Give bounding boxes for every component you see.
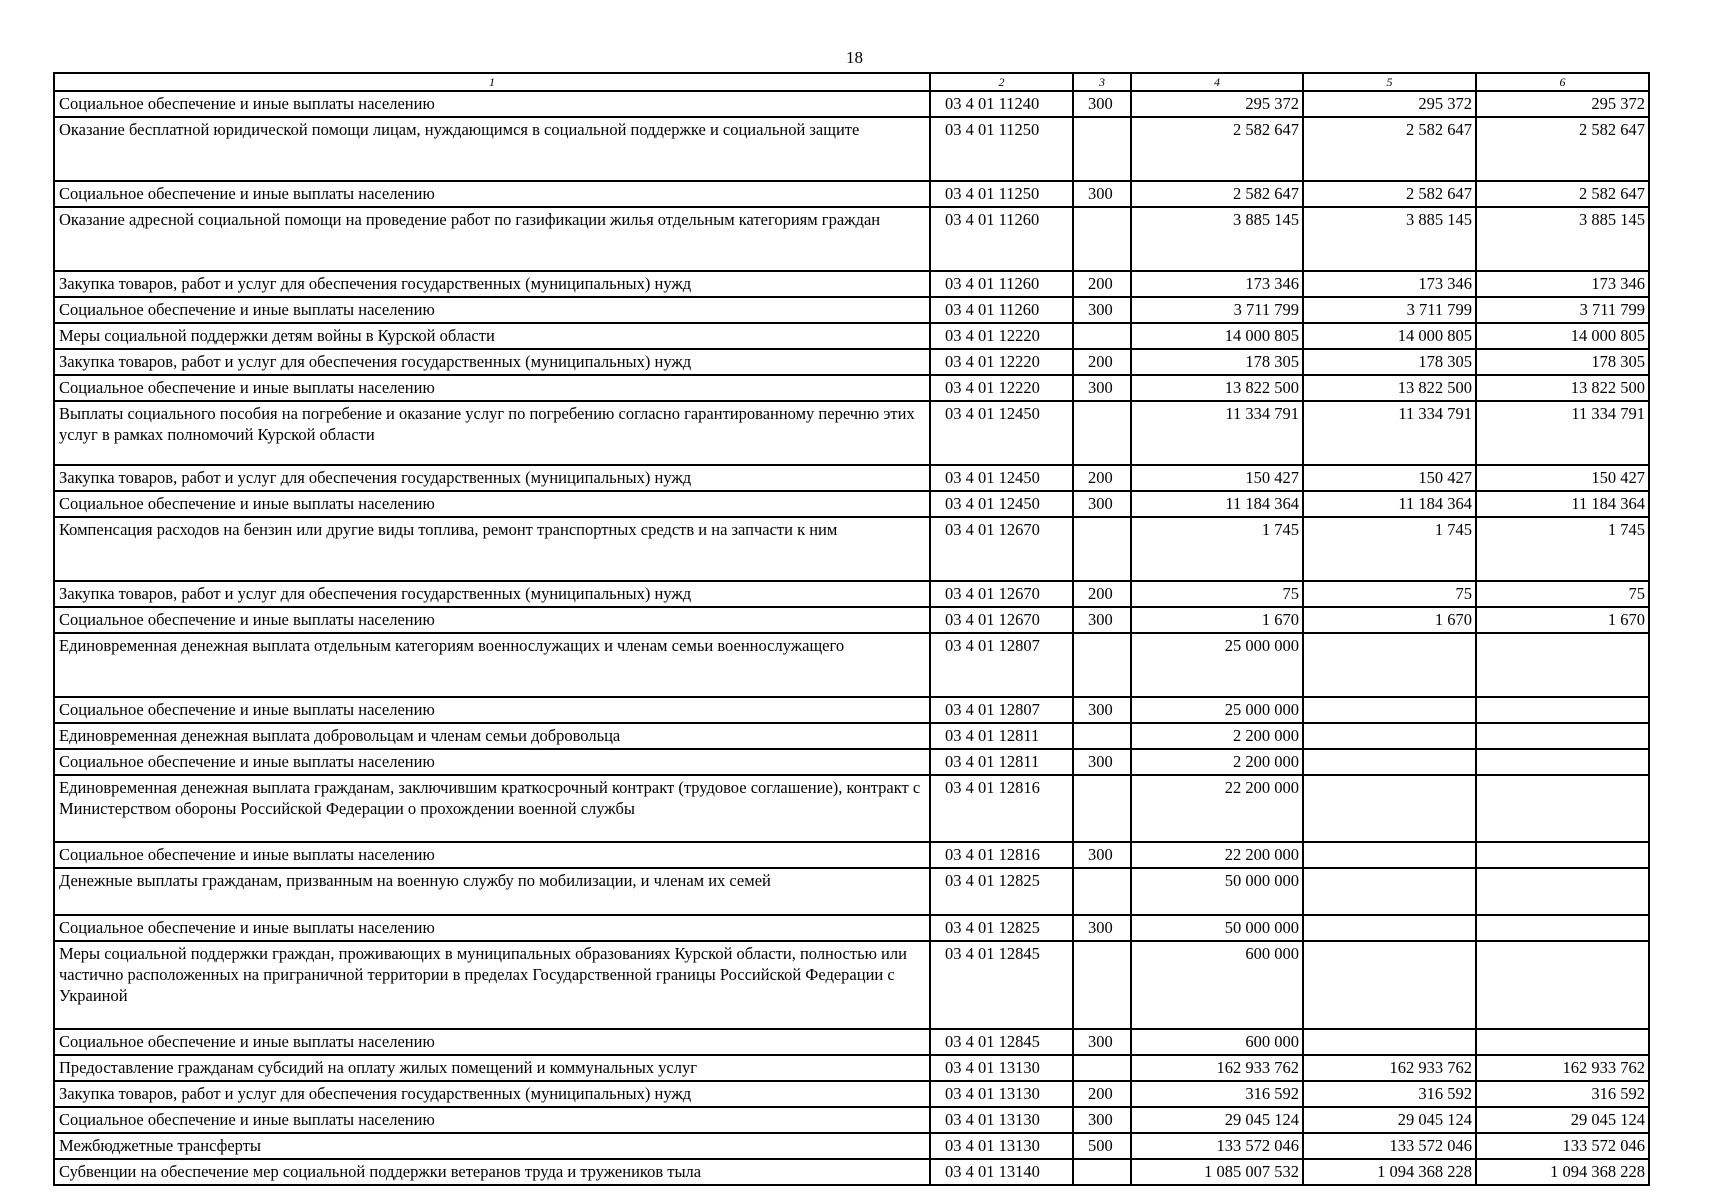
row-amount-col4-cell: 600 000 [1131,941,1303,1029]
row-code-cell: 03 4 01 13130 [930,1133,1073,1159]
table-row [54,749,1649,775]
row-amount-col4-cell: 2 582 647 [1131,181,1303,207]
row-name-cell: Компенсация расходов на бензин или другие виды топлива, ремонт транспортных средств и на запчасти к ним [54,517,930,581]
row-amount-col5-cell: 173 346 [1303,271,1476,297]
row-amount-col5-cell: 3 711 799 [1303,297,1476,323]
row-amount-col4-cell: 295 372 [1131,91,1303,117]
row-amount-col6-cell [1476,697,1649,723]
table-row [54,271,1649,297]
row-name-cell: Закупка товаров, работ и услуг для обеспечения государственных (муниципальных) нужд [54,271,930,297]
row-code-cell: 03 4 01 13140 [930,1159,1073,1185]
row-amount-col6-cell: 13 822 500 [1476,375,1649,401]
row-code-cell: 03 4 01 12450 [930,401,1073,465]
row-amount-col5-cell [1303,633,1476,697]
table-row [54,1159,1649,1185]
table-row [54,465,1649,491]
row-code-cell: 03 4 01 12450 [930,491,1073,517]
row-amount-col4-cell: 50 000 000 [1131,868,1303,915]
table-row [54,181,1649,207]
table-row [54,207,1649,271]
row-amount-col5-cell [1303,868,1476,915]
row-code-cell: 03 4 01 11260 [930,207,1073,271]
row-name-cell: Закупка товаров, работ и услуг для обеспечения государственных (муниципальных) нужд [54,1081,930,1107]
row-amount-col6-cell: 133 572 046 [1476,1133,1649,1159]
row-expense-type-cell: 200 [1073,349,1131,375]
row-amount-col5-cell: 1 094 368 228 [1303,1159,1476,1185]
row-amount-col5-cell: 2 582 647 [1303,181,1476,207]
row-code-cell: 03 4 01 12807 [930,697,1073,723]
row-expense-type-cell: 200 [1073,465,1131,491]
row-expense-type-cell: 300 [1073,607,1131,633]
row-name-cell: Социальное обеспечение и иные выплаты населению [54,297,930,323]
column-header-3: 3 [1073,73,1131,91]
row-name-cell: Меры социальной поддержки граждан, проживающих в муниципальных образованиях Курской области, полностью или частично расположенных на приграничной территории в пределах Государственной границы Российской Федерации с Украиной [54,941,930,1029]
row-code-cell: 03 4 01 12670 [930,607,1073,633]
row-code-cell: 03 4 01 12220 [930,349,1073,375]
row-amount-col6-cell: 1 670 [1476,607,1649,633]
row-name-cell: Социальное обеспечение и иные выплаты населению [54,181,930,207]
row-expense-type-cell [1073,868,1131,915]
row-amount-col6-cell: 75 [1476,581,1649,607]
row-code-cell: 03 4 01 11240 [930,91,1073,117]
table-row [54,1029,1649,1055]
row-amount-col5-cell: 150 427 [1303,465,1476,491]
row-code-cell: 03 4 01 12450 [930,465,1073,491]
row-expense-type-cell [1073,723,1131,749]
row-amount-col6-cell: 2 582 647 [1476,117,1649,181]
row-name-cell: Меры социальной поддержки детям войны в Курской области [54,323,930,349]
row-expense-type-cell [1073,775,1131,842]
table-row [54,117,1649,181]
page-number: 18 [846,48,863,67]
row-amount-col4-cell: 173 346 [1131,271,1303,297]
row-amount-col5-cell: 162 933 762 [1303,1055,1476,1081]
row-code-cell: 03 4 01 12220 [930,375,1073,401]
row-expense-type-cell [1073,207,1131,271]
row-amount-col5-cell [1303,941,1476,1029]
row-amount-col4-cell: 25 000 000 [1131,633,1303,697]
row-code-cell: 03 4 01 12811 [930,723,1073,749]
row-amount-col6-cell: 1 094 368 228 [1476,1159,1649,1185]
row-amount-col6-cell: 2 582 647 [1476,181,1649,207]
budget-table-container [53,72,1648,1186]
row-amount-col5-cell [1303,1029,1476,1055]
row-amount-col6-cell: 3 885 145 [1476,207,1649,271]
budget-table [53,72,1650,1186]
row-name-cell: Социальное обеспечение и иные выплаты населению [54,749,930,775]
row-name-cell: Единовременная денежная выплата добровольцам и членам семьи добровольца [54,723,930,749]
row-amount-col4-cell: 29 045 124 [1131,1107,1303,1133]
row-name-cell: Единовременная денежная выплата отдельным категориям военнослужащих и членам семьи военнослужащего [54,633,930,697]
row-amount-col4-cell: 316 592 [1131,1081,1303,1107]
row-amount-col4-cell: 22 200 000 [1131,775,1303,842]
row-amount-col5-cell: 1 745 [1303,517,1476,581]
row-amount-col6-cell: 173 346 [1476,271,1649,297]
row-code-cell: 03 4 01 11250 [930,117,1073,181]
row-amount-col6-cell [1476,1029,1649,1055]
row-amount-col4-cell: 178 305 [1131,349,1303,375]
table-row [54,723,1649,749]
row-expense-type-cell [1073,1159,1131,1185]
row-expense-type-cell: 300 [1073,842,1131,868]
table-row [54,91,1649,117]
row-expense-type-cell: 300 [1073,181,1131,207]
row-expense-type-cell: 500 [1073,1133,1131,1159]
row-name-cell: Социальное обеспечение и иные выплаты населению [54,842,930,868]
row-amount-col5-cell: 14 000 805 [1303,323,1476,349]
row-amount-col6-cell [1476,941,1649,1029]
row-amount-col6-cell: 3 711 799 [1476,297,1649,323]
row-amount-col6-cell: 29 045 124 [1476,1107,1649,1133]
row-amount-col6-cell: 162 933 762 [1476,1055,1649,1081]
row-amount-col5-cell: 295 372 [1303,91,1476,117]
row-name-cell: Социальное обеспечение и иные выплаты населению [54,1029,930,1055]
row-amount-col4-cell: 22 200 000 [1131,842,1303,868]
row-amount-col5-cell [1303,842,1476,868]
row-code-cell: 03 4 01 13130 [930,1107,1073,1133]
row-amount-col6-cell: 1 745 [1476,517,1649,581]
row-code-cell: 03 4 01 12807 [930,633,1073,697]
row-amount-col5-cell: 13 822 500 [1303,375,1476,401]
row-expense-type-cell: 300 [1073,749,1131,775]
row-amount-col6-cell [1476,775,1649,842]
row-amount-col4-cell: 2 200 000 [1131,749,1303,775]
row-amount-col5-cell: 75 [1303,581,1476,607]
table-row [54,775,1649,842]
row-amount-col6-cell: 178 305 [1476,349,1649,375]
table-row [54,1081,1649,1107]
row-name-cell: Оказание адресной социальной помощи на проведение работ по газификации жилья отдельным категориям граждан [54,207,930,271]
table-row [54,868,1649,915]
row-name-cell: Социальное обеспечение и иные выплаты населению [54,697,930,723]
row-amount-col5-cell: 1 670 [1303,607,1476,633]
row-expense-type-cell [1073,117,1131,181]
table-row [54,1133,1649,1159]
row-amount-col4-cell: 1 670 [1131,607,1303,633]
row-amount-col5-cell: 178 305 [1303,349,1476,375]
row-name-cell: Субвенции на обеспечение мер социальной поддержки ветеранов труда и тружеников тыла [54,1159,930,1185]
row-amount-col4-cell: 50 000 000 [1131,915,1303,941]
column-header-4: 4 [1131,73,1303,91]
row-name-cell: Оказание бесплатной юридической помощи лицам, нуждающимся в социальной поддержке и социальной защите [54,117,930,181]
row-expense-type-cell: 300 [1073,1107,1131,1133]
row-amount-col6-cell: 295 372 [1476,91,1649,117]
table-row [54,633,1649,697]
row-amount-col4-cell: 14 000 805 [1131,323,1303,349]
row-expense-type-cell: 200 [1073,271,1131,297]
row-amount-col4-cell: 133 572 046 [1131,1133,1303,1159]
row-expense-type-cell: 300 [1073,491,1131,517]
table-row [54,297,1649,323]
row-amount-col4-cell: 1 085 007 532 [1131,1159,1303,1185]
table-row [54,517,1649,581]
row-expense-type-cell: 300 [1073,91,1131,117]
row-amount-col6-cell [1476,723,1649,749]
row-amount-col4-cell: 2 582 647 [1131,117,1303,181]
row-code-cell: 03 4 01 11250 [930,181,1073,207]
row-code-cell: 03 4 01 12816 [930,775,1073,842]
row-expense-type-cell [1073,1055,1131,1081]
row-name-cell: Социальное обеспечение и иные выплаты населению [54,375,930,401]
row-amount-col5-cell [1303,775,1476,842]
row-amount-col4-cell: 162 933 762 [1131,1055,1303,1081]
table-row [54,607,1649,633]
row-amount-col4-cell: 11 334 791 [1131,401,1303,465]
row-name-cell: Единовременная денежная выплата гражданам, заключившим краткосрочный контракт (трудовое соглашение), контракт с Министерством обороны Российской Федерации о прохождении военной службы [54,775,930,842]
row-name-cell: Предоставление гражданам субсидий на оплату жилых помещений и коммунальных услуг [54,1055,930,1081]
table-row [54,349,1649,375]
row-amount-col5-cell: 2 582 647 [1303,117,1476,181]
row-amount-col4-cell: 13 822 500 [1131,375,1303,401]
row-name-cell: Социальное обеспечение и иные выплаты населению [54,915,930,941]
row-code-cell: 03 4 01 11260 [930,271,1073,297]
row-amount-col5-cell: 11 184 364 [1303,491,1476,517]
row-amount-col5-cell: 3 885 145 [1303,207,1476,271]
row-amount-col4-cell: 3 885 145 [1131,207,1303,271]
row-name-cell: Закупка товаров, работ и услуг для обеспечения государственных (муниципальных) нужд [54,465,930,491]
row-amount-col4-cell: 150 427 [1131,465,1303,491]
row-code-cell: 03 4 01 12816 [930,842,1073,868]
row-expense-type-cell: 300 [1073,297,1131,323]
row-amount-col5-cell [1303,697,1476,723]
row-amount-col4-cell: 1 745 [1131,517,1303,581]
row-name-cell: Социальное обеспечение и иные выплаты населению [54,491,930,517]
row-code-cell: 03 4 01 13130 [930,1081,1073,1107]
row-amount-col4-cell: 25 000 000 [1131,697,1303,723]
row-code-cell: 03 4 01 12670 [930,517,1073,581]
row-code-cell: 03 4 01 12825 [930,868,1073,915]
row-expense-type-cell [1073,633,1131,697]
row-name-cell: Денежные выплаты гражданам, призванным на военную службу по мобилизации, и членам их семей [54,868,930,915]
row-amount-col6-cell: 150 427 [1476,465,1649,491]
table-row [54,401,1649,465]
row-expense-type-cell: 300 [1073,915,1131,941]
table-row [54,941,1649,1029]
column-header-1: 1 [54,73,930,91]
row-code-cell: 03 4 01 12825 [930,915,1073,941]
row-code-cell: 03 4 01 13130 [930,1055,1073,1081]
row-amount-col6-cell: 14 000 805 [1476,323,1649,349]
row-code-cell: 03 4 01 12670 [930,581,1073,607]
row-expense-type-cell [1073,941,1131,1029]
row-amount-col6-cell [1476,749,1649,775]
row-amount-col5-cell: 133 572 046 [1303,1133,1476,1159]
row-expense-type-cell: 200 [1073,1081,1131,1107]
row-amount-col6-cell [1476,868,1649,915]
column-number-header-row [54,73,1649,91]
row-name-cell: Закупка товаров, работ и услуг для обеспечения государственных (муниципальных) нужд [54,581,930,607]
row-amount-col4-cell: 600 000 [1131,1029,1303,1055]
table-row [54,581,1649,607]
row-name-cell: Закупка товаров, работ и услуг для обеспечения государственных (муниципальных) нужд [54,349,930,375]
table-row [54,491,1649,517]
row-expense-type-cell [1073,323,1131,349]
table-body [54,91,1649,1185]
row-amount-col4-cell: 75 [1131,581,1303,607]
row-expense-type-cell: 200 [1073,581,1131,607]
table-row [54,323,1649,349]
row-amount-col6-cell: 11 184 364 [1476,491,1649,517]
row-expense-type-cell: 300 [1073,375,1131,401]
row-amount-col4-cell: 3 711 799 [1131,297,1303,323]
row-amount-col5-cell [1303,915,1476,941]
row-amount-col6-cell [1476,633,1649,697]
row-name-cell: Социальное обеспечение и иные выплаты населению [54,91,930,117]
row-code-cell: 03 4 01 12811 [930,749,1073,775]
row-amount-col5-cell [1303,749,1476,775]
row-amount-col5-cell: 11 334 791 [1303,401,1476,465]
row-expense-type-cell: 300 [1073,1029,1131,1055]
row-code-cell: 03 4 01 12845 [930,941,1073,1029]
row-amount-col5-cell: 316 592 [1303,1081,1476,1107]
row-amount-col5-cell: 29 045 124 [1303,1107,1476,1133]
row-expense-type-cell: 300 [1073,697,1131,723]
row-name-cell: Социальное обеспечение и иные выплаты населению [54,607,930,633]
row-name-cell: Межбюджетные трансферты [54,1133,930,1159]
row-amount-col4-cell: 11 184 364 [1131,491,1303,517]
row-code-cell: 03 4 01 12220 [930,323,1073,349]
table-row [54,375,1649,401]
row-amount-col4-cell: 2 200 000 [1131,723,1303,749]
row-amount-col6-cell [1476,842,1649,868]
row-amount-col6-cell: 316 592 [1476,1081,1649,1107]
column-header-6: 6 [1476,73,1649,91]
row-amount-col6-cell [1476,915,1649,941]
table-row [54,1107,1649,1133]
column-header-2: 2 [930,73,1073,91]
row-expense-type-cell [1073,401,1131,465]
table-row [54,842,1649,868]
column-header-5: 5 [1303,73,1476,91]
row-name-cell: Выплаты социального пособия на погребение и оказание услуг по погребению согласно гарантированному перечню этих услуг в рамках полномочий Курской области [54,401,930,465]
row-expense-type-cell [1073,517,1131,581]
table-row [54,1055,1649,1081]
row-code-cell: 03 4 01 11260 [930,297,1073,323]
row-name-cell: Социальное обеспечение и иные выплаты населению [54,1107,930,1133]
row-amount-col6-cell: 11 334 791 [1476,401,1649,465]
table-row [54,915,1649,941]
table-row [54,697,1649,723]
row-amount-col5-cell [1303,723,1476,749]
row-code-cell: 03 4 01 12845 [930,1029,1073,1055]
